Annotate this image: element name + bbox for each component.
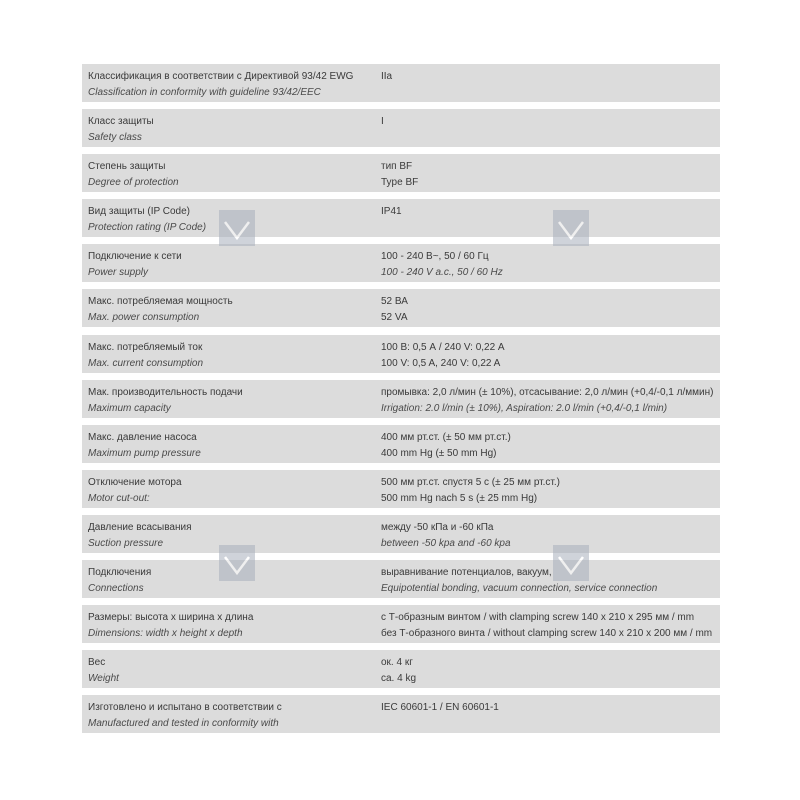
value-line: IP41 (381, 206, 402, 218)
label-ru: Подключения (88, 567, 152, 579)
label-ru: Мак. производительность подачи (88, 386, 243, 398)
label-ru: Изготовлено и испытано в соответствии с (88, 702, 282, 714)
value-line: 400 mm Hg (± 50 mm Hg) (381, 447, 497, 459)
label-ru: Подключение к сети (88, 251, 182, 263)
label-ru: Макс. потребляемая мощность (88, 296, 233, 308)
value-line: ca. 4 kg (381, 673, 417, 685)
label-ru: Отключение мотора (88, 476, 182, 488)
watermark-logo-icon (553, 545, 589, 581)
spec-row-degree-of-protection (82, 154, 720, 192)
label-ru: Степень защиты (88, 161, 166, 173)
spec-row-dimensions (82, 605, 720, 643)
label-ru: Макс. давление насоса (88, 431, 197, 443)
spec-row-maximum-capacity (82, 380, 720, 418)
spec-row-ip-code (82, 199, 720, 237)
label-en: Classification in conformity with guideline 93/42/EEC (88, 87, 321, 98)
label-en: Maximum pump pressure (88, 447, 201, 459)
value-line: IIa (381, 71, 393, 82)
value-line: тип BF (381, 161, 413, 173)
watermark-logo-icon (219, 545, 255, 581)
value-line: 100 В: 0,5 А / 240 V: 0,22 А (381, 341, 505, 353)
label-en: Max. current consumption (88, 357, 204, 369)
value-line: 500 мм рт.ст. спустя 5 с (± 25 мм рт.ст.) (381, 476, 561, 488)
label-ru: Вес (88, 657, 106, 669)
spec-row-weight (82, 650, 720, 688)
label-en: Safety class (88, 132, 142, 144)
label-en: Connections (88, 583, 144, 595)
value-line: промывка: 2,0 л/мин (± 10%), отсасывание: 2,0 л/мин (+0,4/-0,1 л/ммин) (381, 386, 714, 398)
value-line: between -50 kpa and -60 kpa (381, 537, 511, 549)
value-line: 52 ВА (381, 296, 408, 308)
label-en: Motor cut-out: (88, 492, 150, 504)
value-line: 100 - 240 В~, 50 / 60 Гц (381, 251, 489, 263)
value-line: с Т-образным винтом / with clamping screw 140 x 210 x 295 мм / mm (381, 612, 695, 624)
value-line: 100 V: 0,5 A, 240 V: 0,22 A (381, 357, 501, 369)
label-en: Suction pressure (88, 537, 164, 549)
value-line: Type BF (381, 177, 419, 189)
value-line: Irrigation: 2.0 l/min (± 10%), Aspiration: 2.0 l/min (+0,4/-0,1 l/min) (381, 402, 668, 414)
value-line: выравнивание потенциалов, вакуум, (381, 567, 552, 579)
label-ru: Класс защиты (88, 116, 154, 128)
label-ru: Размеры: высота x ширина x длина (88, 612, 254, 624)
value-line: 500 mm Hg nach 5 s (± 25 mm Hg) (381, 492, 538, 504)
label-ru: Макс. потребляемый ток (88, 341, 203, 353)
spec-row-connections (82, 560, 720, 598)
spec-row-safety-class (82, 109, 720, 147)
value-line: 400 мм рт.ст. (± 50 мм рт.ст.) (381, 431, 511, 443)
label-ru: Давление всасывания (88, 521, 192, 533)
value-line: ок. 4 кг (381, 657, 413, 669)
value-line: IEC 60601-1 / EN 60601-1 (381, 702, 499, 714)
value-line: 52 VA (381, 312, 408, 324)
label-en: Manufactured and tested in conformity with (88, 718, 279, 730)
spec-row-current-consumption (82, 335, 720, 373)
spec-table (82, 64, 720, 740)
label-en: Degree of protection (88, 177, 179, 189)
spec-row-classification (82, 64, 720, 102)
spec-row-power-consumption (82, 289, 720, 327)
value-line: 100 - 240 V a.c., 50 / 60 Hz (381, 267, 503, 279)
label-en: Dimensions: width x height x depth (88, 628, 243, 640)
spec-row-standards (82, 695, 720, 733)
spec-row-pump-pressure (82, 425, 720, 463)
watermark-logo-icon (553, 210, 589, 246)
watermark-logo-icon (219, 210, 255, 246)
spec-row-power-supply (82, 244, 720, 282)
spec-row-suction-pressure (82, 515, 720, 553)
label-en: Max. power consumption (88, 312, 200, 324)
label-en: Weight (88, 673, 119, 685)
label-en: Protection rating (IP Code) (88, 222, 207, 234)
label-en: Power supply (88, 267, 149, 279)
label-ru: Классификация в соответствии с Директивой 93/42 EWG (88, 71, 354, 82)
value-line: I (381, 116, 384, 128)
value-line: без Т-образного винта / without clamping screw 140 x 210 x 200 мм / mm (381, 628, 713, 640)
label-en: Maximum capacity (88, 402, 171, 414)
value-line: Equipotential bonding, vacuum connection, service connection (381, 583, 658, 595)
value-line: между -50 кПа и -60 кПа (381, 521, 494, 533)
spec-row-motor-cut-out (82, 470, 720, 508)
label-ru: Вид защиты (IP Code) (88, 206, 190, 218)
